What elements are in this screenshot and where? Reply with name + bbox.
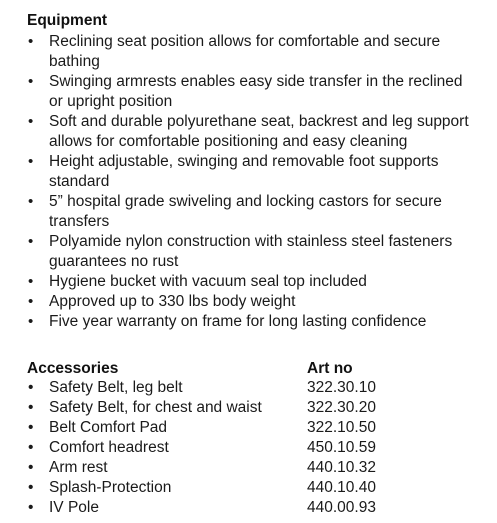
equipment-item <box>27 312 477 332</box>
accessory-name: Arm rest <box>49 459 108 476</box>
accessory-row <box>27 418 467 438</box>
bullet-icon: • <box>28 313 34 330</box>
bullet-icon: • <box>28 73 34 90</box>
accessory-art-no: 322.10.50 <box>307 419 376 436</box>
art-no-heading: Art no <box>307 360 353 377</box>
accessory-art-no: 440.10.32 <box>307 459 376 476</box>
accessory-art-no: 440.10.40 <box>307 479 376 496</box>
accessories-list <box>27 378 467 518</box>
bullet-icon: • <box>28 479 34 496</box>
accessory-name: Comfort headrest <box>49 439 169 456</box>
equipment-item <box>27 32 477 72</box>
accessory-name: Safety Belt, for chest and waist <box>49 399 262 416</box>
equipment-item <box>27 72 477 112</box>
bullet-icon: • <box>28 233 34 250</box>
accessory-name: Splash-Protection <box>49 479 172 496</box>
equipment-item <box>27 292 477 312</box>
bullet-icon: • <box>28 399 34 416</box>
accessory-name: Safety Belt, leg belt <box>49 379 183 396</box>
equipment-list <box>27 32 477 332</box>
bullet-icon: • <box>28 379 34 396</box>
accessory-row <box>27 498 467 518</box>
accessory-row <box>27 478 467 498</box>
bullet-icon: • <box>28 153 34 170</box>
accessory-art-no: 322.30.10 <box>307 379 376 396</box>
accessory-name: Belt Comfort Pad <box>49 419 168 436</box>
equipment-item <box>27 152 477 192</box>
bullet-icon: • <box>28 33 34 50</box>
accessory-art-no: 440.00.93 <box>307 499 376 516</box>
accessory-art-no: 322.30.20 <box>307 399 376 416</box>
equipment-item-text: Five year warranty on frame for long lasting confidence <box>49 313 427 330</box>
accessory-row <box>27 438 467 458</box>
accessories-heading: Accessories <box>27 360 119 377</box>
equipment-heading: Equipment <box>27 12 108 29</box>
equipment-item-text: Polyamide nylon construction with stainless steel fasteners guarantees no rust <box>49 233 453 270</box>
equipment-item-text: Soft and durable polyurethane seat, backrest and leg support allows for comfortable positioning and easy cleaning <box>49 113 469 150</box>
accessory-row <box>27 398 467 418</box>
accessory-art-no: 450.10.59 <box>307 439 376 456</box>
bullet-icon: • <box>28 459 34 476</box>
equipment-item-text: Swinging armrests enables easy side transfer in the reclined or upright position <box>49 73 463 110</box>
bullet-icon: • <box>28 273 34 290</box>
equipment-item-text: Reclining seat position allows for comfortable and secure bathing <box>49 33 441 70</box>
accessory-name: IV Pole <box>49 499 99 516</box>
equipment-item-text: Hygiene bucket with vacuum seal top included <box>49 273 367 290</box>
bullet-icon: • <box>28 419 34 436</box>
bullet-icon: • <box>28 193 34 210</box>
accessory-row <box>27 458 467 478</box>
bullet-icon: • <box>28 293 34 310</box>
bullet-icon: • <box>28 113 34 130</box>
equipment-item <box>27 232 477 272</box>
equipment-item-text: Height adjustable, swinging and removable foot supports standard <box>49 153 439 190</box>
bullet-icon: • <box>28 499 34 516</box>
equipment-item-text: 5” hospital grade swiveling and locking castors for secure transfers <box>49 193 442 230</box>
equipment-item <box>27 272 477 292</box>
equipment-item <box>27 112 477 152</box>
equipment-item-text: Approved up to 330 lbs body weight <box>49 293 296 310</box>
accessory-row <box>27 378 467 398</box>
bullet-icon: • <box>28 439 34 456</box>
equipment-item <box>27 192 477 232</box>
